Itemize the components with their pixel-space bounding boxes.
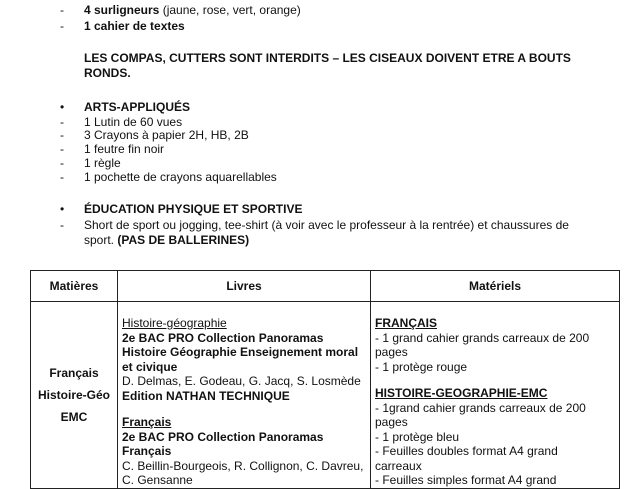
warning-line: RONDS. bbox=[84, 66, 131, 80]
warning-line: LES COMPAS, CUTTERS SONT INTERDITS – LES CISEAUX DOIVENT ETRE A BOUTS bbox=[84, 51, 571, 65]
list-item: 1 cahier de textes bbox=[84, 19, 185, 33]
section-title-arts: ARTS-APPLIQUÉS bbox=[84, 100, 191, 114]
header-materiels: Matériels bbox=[371, 271, 620, 302]
list-item: Short de sport ou jogging, tee-shirt (à voir avec le professeur à la rentrée) et chaussures de bbox=[84, 218, 569, 232]
list-item: 1 pochette de crayons aquarellables bbox=[84, 170, 277, 184]
books-cell: Histoire-géographie 2e BAC PRO Collection Panoramas Histoire Géographie Enseignement moral et civique D. Delmas, E. Godeau, G. Jacq, S. Losmède Edition NATHAN TECHNIQUE Français 2e BAC PRO Collection Panoramas Français C. Beillin-Bourgeois, R. Collignon, C. Davreu, C. Gensanne bbox=[118, 302, 371, 489]
header-matieres: Matières bbox=[31, 271, 118, 302]
header-livres: Livres bbox=[118, 271, 371, 302]
bullet-icon: • bbox=[60, 202, 65, 216]
list-item: 1 feutre fin noir bbox=[84, 142, 165, 156]
list-item: 1 règle bbox=[84, 156, 121, 170]
dash: - bbox=[60, 3, 64, 17]
subject-cell: Français Histoire-Géo EMC bbox=[31, 302, 118, 489]
list-item: 3 Crayons à papier 2H, HB, 2B bbox=[84, 128, 249, 142]
dash: - bbox=[60, 19, 64, 33]
supplies-table bbox=[30, 270, 620, 489]
materials-cell: FRANÇAIS - 1 grand cahier grands carreaux de 200 pages - 1 protège rouge HISTOIRE-GEOGRAPHIE-EMC - 1grand cahier grands carreaux de 200 pages - 1 protège bleu - Feuilles doubles format A4 grand carreaux - Feuilles simples format A4 grand bbox=[371, 302, 620, 489]
list-item: 1 Lutin de 60 vues bbox=[84, 115, 183, 129]
bullet-icon: • bbox=[60, 100, 65, 114]
list-item: 4 surligneurs (jaune, rose, vert, orange) bbox=[84, 3, 301, 17]
section-title-eps: ÉDUCATION PHYSIQUE ET SPORTIVE bbox=[84, 202, 303, 216]
list-item: sport. (PAS DE BALLERINES) bbox=[84, 233, 250, 247]
